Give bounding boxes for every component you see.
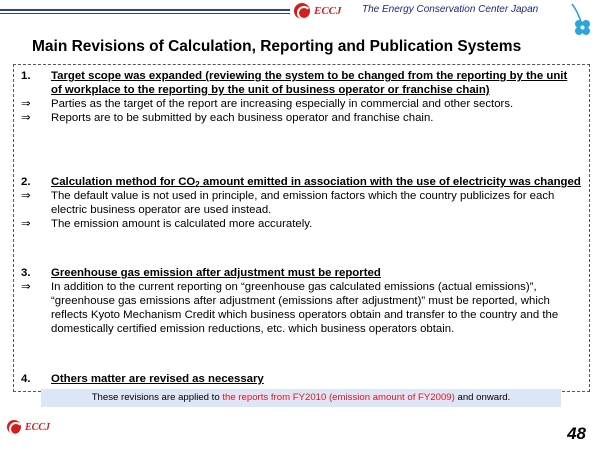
section-heading <box>21 372 581 386</box>
bullet-text: In addition to the current reporting on “greenhouse gas calculated emissions (actual emissions)”, “greenhouse gas emissions after adjustment (emissions after adjustment)” must be reported, which reflects Kyoto Mechanism Credit which business operators obtain and transfer to the country and the domestically certified emission reductions, etc. which business operators obtain. <box>51 281 559 335</box>
arrow-icon: ⇒ <box>21 218 31 230</box>
section-heading-text <box>51 175 581 189</box>
page-title: Main Revisions of Calculation, Reporting and Publication Systems <box>32 38 522 55</box>
bullet-text: The default value is not used in principle, and emission factors which the country publicizes for each electric business operator are used instead. <box>51 190 555 216</box>
section-number: 4. <box>21 373 31 385</box>
section-heading-text: Greenhouse gas emission after adjustment must be reported <box>51 267 381 279</box>
eccj-logo-icon <box>294 3 310 19</box>
section-2 <box>21 175 581 231</box>
page-number: 48 <box>567 424 586 443</box>
org-name: The Energy Conservation Center Japan <box>362 4 539 15</box>
list-item <box>21 97 581 111</box>
footer-logo <box>7 420 50 434</box>
header-rule-thin <box>0 13 290 14</box>
content-box <box>13 64 590 392</box>
arrow-icon: ⇒ <box>21 98 31 110</box>
header-logo <box>294 3 342 19</box>
list-item <box>21 280 581 336</box>
section-heading <box>21 69 581 97</box>
note-banner <box>41 389 561 407</box>
arrow-icon: ⇒ <box>21 190 31 202</box>
section-number: 1. <box>21 70 31 82</box>
section-number: 2. <box>21 176 31 188</box>
arrow-icon: ⇒ <box>21 112 31 124</box>
list-item <box>21 217 581 231</box>
note-highlight: the reports from FY2010 (emission amount of FY2009) <box>222 392 455 403</box>
section-heading-text: Target scope was expanded (reviewing the system to be changed from the reporting by the unit of workplace to the reporting by the unit of business operator or franchise chain) <box>51 70 568 96</box>
eccj-logo-icon <box>7 420 21 434</box>
section-heading <box>21 266 581 280</box>
note-pre: These revisions are applied to <box>91 392 223 403</box>
list-item <box>21 111 581 125</box>
section-number: 3. <box>21 267 31 279</box>
section-4 <box>21 372 581 386</box>
arrow-icon: ⇒ <box>21 281 31 293</box>
heading-subscript: 2 <box>195 180 200 189</box>
list-item <box>21 189 581 217</box>
bullet-text: The emission amount is calculated more accurately. <box>51 218 313 230</box>
heading-post: amount emitted in association with the use of electricity was changed <box>199 176 581 188</box>
clover-icon <box>568 2 594 38</box>
note-post: and onward. <box>454 392 511 403</box>
heading-pre: Calculation method for CO <box>51 176 196 188</box>
section-heading <box>21 175 581 189</box>
bullet-text: Reports are to be submitted by each business operator and franchise chain. <box>51 112 434 124</box>
header-logo-text: ECCJ <box>314 5 342 17</box>
section-1 <box>21 69 581 125</box>
footer-logo-text: ECCJ <box>25 421 51 433</box>
section-heading-text: Others matter are revised as necessary <box>51 373 264 385</box>
header-rule <box>0 9 290 11</box>
section-3 <box>21 266 581 336</box>
bullet-text: Parties as the target of the report are increasing especially in commercial and other sectors. <box>51 98 514 110</box>
